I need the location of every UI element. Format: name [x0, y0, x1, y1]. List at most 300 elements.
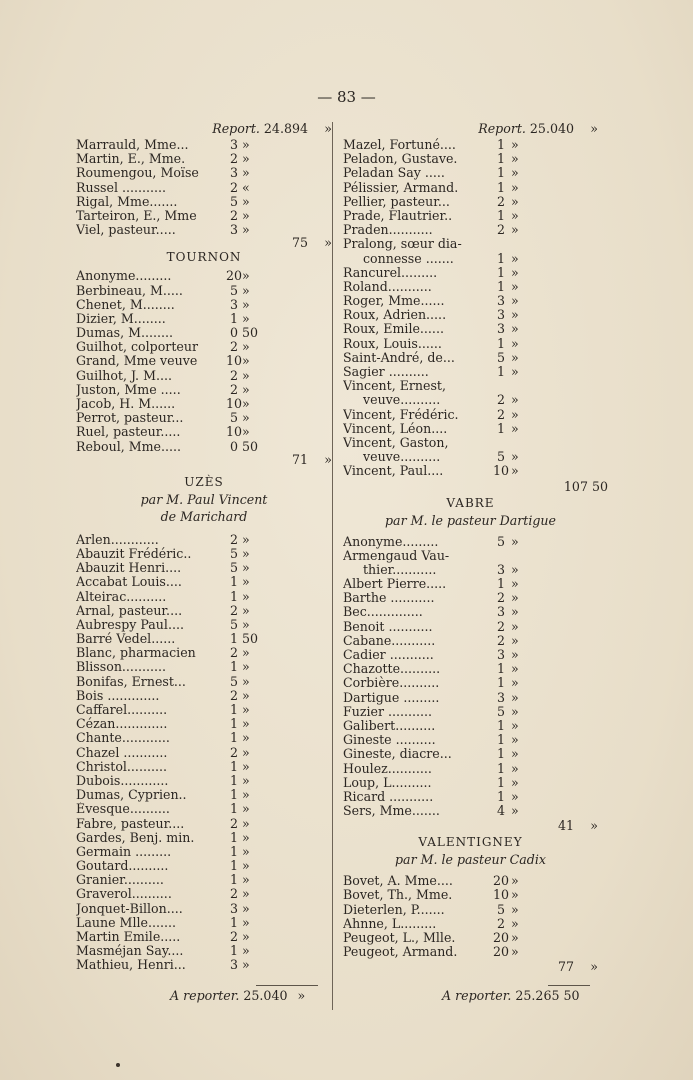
list-item	[76, 703, 332, 717]
list-item	[76, 675, 332, 689]
amount-centimes: »	[242, 645, 250, 661]
amount-centimes: »	[511, 717, 519, 733]
amount-francs: 3	[229, 137, 238, 152]
list-item	[343, 719, 598, 733]
list-item	[76, 689, 332, 703]
amount-centimes: »	[511, 873, 519, 889]
amount-centimes: »	[242, 310, 250, 326]
donor-name: Dartigue .........	[343, 690, 440, 705]
list-item	[76, 831, 332, 845]
list-item	[343, 549, 598, 563]
amount-centimes: »	[511, 193, 519, 209]
list-item	[76, 916, 332, 930]
amount-centimes: »	[511, 321, 519, 337]
amount-centimes: »	[242, 296, 250, 312]
amount-francs: 1	[496, 250, 505, 266]
amount-centimes: »	[242, 268, 250, 284]
amount-francs: 1	[229, 730, 238, 746]
amount-centimes: »	[511, 561, 519, 577]
amount-francs: 3	[229, 900, 238, 916]
amount-francs: 3	[496, 689, 505, 705]
donor-name: Sagier ..........	[343, 365, 429, 379]
donor-name: Graverol..........	[76, 887, 172, 902]
subtotal-tail: »	[590, 959, 598, 975]
donor-name: Anonyme.........	[343, 534, 439, 549]
amount-francs: 1	[229, 858, 238, 874]
amount-centimes: »	[511, 364, 519, 379]
donor-name: Bonifas, Ernest...	[76, 674, 186, 689]
amount-francs: 2	[496, 590, 505, 606]
amount-francs: 3	[229, 957, 238, 973]
amount-centimes: »	[511, 533, 519, 549]
amount-centimes: »	[511, 264, 519, 280]
list-item	[76, 887, 332, 901]
amount-francs: 1	[229, 829, 238, 845]
list-item	[343, 648, 598, 662]
list-item	[343, 436, 598, 450]
list-item	[76, 284, 332, 298]
amount-centimes: »	[511, 703, 519, 719]
donor-name: Ahnne, L.........	[343, 916, 437, 931]
list-item	[343, 733, 598, 747]
donor-name: Christol..........	[76, 759, 167, 774]
amount-francs: 2	[229, 645, 238, 661]
amount-centimes: »	[242, 687, 250, 703]
list-item	[343, 917, 598, 931]
donor-name: Peladan Say .....	[343, 166, 445, 181]
list-item	[76, 575, 332, 589]
amount-centimes: »	[242, 787, 250, 803]
amount-centimes: »	[511, 661, 519, 677]
amount-francs: 5	[229, 560, 238, 576]
list-item	[343, 903, 598, 917]
donor-name: Dumas, M........	[76, 326, 174, 341]
amount-francs: 1	[229, 659, 238, 675]
amount-centimes: 50	[242, 325, 259, 341]
amount-centimes: »	[511, 675, 519, 691]
amount-centimes: »	[511, 774, 519, 790]
amount-centimes: »	[242, 193, 250, 209]
amount-centimes: 50	[242, 631, 259, 647]
list-item	[76, 632, 332, 646]
amount-centimes: »	[242, 929, 250, 944]
donor-name: Praden...........	[343, 223, 433, 238]
list-item	[343, 888, 598, 902]
left-group-rows	[76, 138, 332, 237]
report-tail: »	[324, 121, 332, 136]
donor-name: Vincent, Gaston,	[343, 435, 449, 450]
amount-francs: 1	[229, 943, 238, 959]
list-item	[343, 874, 598, 888]
list-item	[343, 790, 598, 804]
amount-centimes: »	[242, 702, 250, 717]
list-item	[343, 662, 598, 676]
amount-francs: 1	[229, 588, 238, 604]
amount-centimes: »	[511, 151, 519, 167]
donor-name: Guilhot, colporteur	[76, 340, 198, 355]
report-amount: 24.894	[263, 121, 308, 136]
right-group-total	[343, 479, 608, 496]
donor-name: Alteirac..........	[76, 589, 167, 604]
list-item	[343, 747, 598, 761]
donor-name: Arnal, pasteur....	[76, 603, 183, 618]
amount-francs: 2	[229, 687, 238, 703]
subtotal-amount: 107 50	[563, 478, 608, 494]
list-item	[343, 762, 598, 776]
donor-name: Pellier, pasteur...	[343, 194, 450, 209]
amount-francs: 2	[496, 618, 505, 634]
list-item	[343, 393, 598, 407]
amount-francs: 1	[496, 760, 505, 776]
donor-name: Mazel, Fortuné....	[343, 138, 456, 152]
amount-centimes: »	[511, 576, 519, 592]
amount-centimes: »	[511, 392, 519, 408]
donor-name: Marrauld, Mme...	[76, 138, 189, 152]
carry-amount: 25.265 50	[515, 988, 580, 1003]
valentigney-total	[343, 959, 598, 976]
donor-name: Fuzier ...........	[343, 704, 433, 719]
amount-centimes: »	[511, 618, 519, 634]
amount-centimes: »	[242, 673, 250, 689]
list-item	[343, 605, 598, 619]
amount-francs: 2	[229, 744, 238, 760]
donor-name: Dieterlen, P.......	[343, 902, 445, 917]
left-group-total	[76, 235, 332, 252]
amount-francs: 1	[229, 787, 238, 803]
amount-centimes: »	[511, 335, 519, 351]
amount-centimes: »	[242, 957, 250, 973]
list-item	[343, 450, 598, 464]
list-item	[76, 646, 332, 660]
uzes-byline-2: de Marichard	[160, 508, 248, 524]
donor-name: Blisson...........	[76, 660, 166, 675]
amount-francs: 1	[229, 801, 238, 817]
list-item	[343, 138, 598, 152]
amount-centimes: »	[511, 915, 519, 931]
subtotal-tail: »	[324, 451, 332, 467]
list-item	[76, 717, 332, 731]
list-item	[343, 931, 598, 945]
amount-francs: 1	[496, 717, 505, 733]
amount-centimes: »	[511, 604, 519, 620]
amount-francs: 1	[496, 788, 505, 804]
amount-centimes: »	[242, 943, 250, 959]
amount-francs: 1	[496, 264, 505, 280]
list-item	[343, 365, 598, 379]
list-item	[76, 746, 332, 760]
amount-centimes: »	[242, 801, 250, 817]
amount-francs: 1	[229, 758, 238, 774]
donor-name: Dizier, M........	[76, 311, 166, 326]
amount-centimes: »	[511, 930, 519, 945]
amount-francs: 2	[229, 602, 238, 618]
section-title-uzes: UZÈS	[184, 474, 224, 489]
amount-centimes: »	[511, 165, 519, 181]
donor-name: Chenet, M........	[76, 297, 175, 312]
list-item	[76, 340, 332, 354]
donor-name: Galibert..........	[343, 718, 436, 733]
amount-francs: 10	[226, 396, 243, 411]
donor-name: Pélissier, Armand.	[343, 180, 459, 195]
donor-name: Chazel ...........	[76, 745, 168, 760]
donor-name: Martin Emile.....	[76, 930, 181, 944]
amount-centimes: »	[242, 758, 250, 774]
list-item	[76, 944, 332, 958]
amount-francs: 3	[496, 293, 505, 309]
amount-centimes: »	[242, 424, 250, 440]
page-number: — 83 —	[317, 88, 376, 106]
list-item	[343, 634, 598, 648]
amount-centimes: »	[511, 420, 519, 436]
donor-name: Albert Pierre.....	[343, 577, 447, 592]
subtotal-tail: »	[590, 818, 598, 834]
right-carry-rule	[548, 985, 590, 986]
amount-centimes: »	[511, 463, 519, 479]
donor-name: veuve..........	[363, 450, 441, 465]
amount-francs: 2	[229, 815, 238, 831]
donor-name: Germain .........	[76, 844, 172, 859]
amount-francs: 1	[496, 278, 505, 294]
ink-speck	[116, 1063, 120, 1067]
left-carry-line	[170, 988, 305, 1003]
amount-centimes: »	[511, 406, 519, 422]
amount-francs: 20	[226, 268, 243, 284]
donor-name: Chazotte..........	[343, 662, 441, 677]
column-divider	[332, 122, 333, 1010]
amount-centimes: »	[242, 659, 250, 675]
amount-francs: 1	[496, 207, 505, 223]
donor-name: Bovet, A. Mme....	[343, 874, 453, 889]
amount-francs: 2	[229, 339, 238, 355]
list-item	[76, 958, 332, 972]
amount-francs: 1	[229, 843, 238, 859]
donor-name: Roux, Adrien.....	[343, 308, 447, 323]
list-item	[76, 561, 332, 575]
donor-name: Fabre, pasteur....	[76, 816, 185, 831]
amount-francs: 5	[496, 901, 505, 917]
amount-centimes: »	[242, 872, 250, 888]
donor-name: Abauzit Henri....	[76, 561, 182, 576]
donor-name: Martin, E., Mme.	[76, 152, 186, 167]
amount-centimes: »	[242, 339, 250, 355]
vabre-byline: par M. le pasteur Dartigue	[385, 512, 556, 528]
donor-name: Cabane...........	[343, 633, 436, 648]
valentigney-byline: par M. le pasteur Cadix	[395, 852, 546, 868]
donor-name: Corbière..........	[343, 676, 440, 691]
amount-francs: 2	[229, 207, 238, 223]
amount-francs: 3	[496, 647, 505, 662]
list-item	[343, 337, 598, 351]
amount-francs: 1	[496, 420, 505, 436]
list-item	[76, 618, 332, 632]
amount-centimes: »	[242, 531, 250, 547]
amount-centimes: »	[511, 349, 519, 365]
donor-name: Barthe ...........	[343, 591, 435, 606]
list-item	[76, 660, 332, 674]
donor-name: Loup, L..........	[343, 775, 432, 790]
list-item	[76, 369, 332, 383]
amount-francs: 1	[229, 872, 238, 888]
list-item	[343, 308, 598, 322]
list-item	[343, 945, 598, 959]
donor-name: Saint-André, de...	[343, 350, 455, 365]
amount-francs: 5	[229, 545, 238, 561]
subtotal-amount: 41	[557, 818, 574, 834]
donor-name: Granier..........	[76, 873, 164, 888]
donor-name: Vincent, Frédéric.	[343, 407, 459, 422]
amount-francs: 20	[493, 873, 510, 889]
amount-centimes: »	[242, 222, 250, 238]
section-title-vabre: VABRE	[446, 495, 495, 510]
amount-francs: 5	[496, 349, 505, 365]
amount-francs: 1	[496, 165, 505, 181]
list-item	[343, 294, 598, 308]
amount-centimes: »	[511, 207, 519, 223]
amount-centimes: »	[511, 944, 519, 960]
amount-centimes: »	[242, 545, 250, 561]
amount-francs: 1	[229, 310, 238, 326]
amount-francs: 2	[496, 406, 505, 422]
donor-name: veuve..........	[363, 393, 441, 408]
subtotal-amount: 71	[291, 451, 308, 467]
list-item	[76, 547, 332, 561]
donor-name: connesse .......	[363, 251, 454, 266]
list-item	[76, 802, 332, 816]
donor-name: Vincent, Paul....	[343, 464, 444, 479]
amount-centimes: »	[511, 222, 519, 238]
amount-francs: 5	[496, 533, 505, 549]
amount-francs: 1	[496, 675, 505, 691]
list-item	[76, 152, 332, 166]
amount-francs: 5	[229, 616, 238, 632]
list-item	[76, 590, 332, 604]
list-item	[76, 845, 332, 859]
donor-name: Abauzit Frédéric..	[76, 546, 192, 561]
amount-francs: 2	[229, 179, 238, 195]
list-item	[76, 859, 332, 873]
amount-centimes: »	[242, 588, 250, 604]
list-item	[343, 280, 598, 294]
amount-francs: 5	[496, 703, 505, 719]
amount-francs: 2	[229, 531, 238, 547]
donor-name: Roger, Mme......	[343, 294, 445, 309]
list-item	[343, 577, 598, 591]
donor-name: Cézan.............	[76, 717, 168, 732]
list-item	[343, 408, 598, 422]
valentigney-rows	[343, 874, 598, 959]
left-carry-rule	[256, 985, 318, 986]
amount-centimes: »	[511, 179, 519, 195]
donor-name: Chante............	[76, 731, 170, 746]
amount-francs: 3	[496, 307, 505, 323]
amount-francs: 1	[229, 716, 238, 732]
amount-centimes: »	[242, 815, 250, 831]
amount-centimes: »	[511, 632, 519, 648]
right-group-rows	[343, 138, 598, 479]
list-item	[343, 535, 598, 549]
amount-francs: 2	[496, 632, 505, 648]
amount-francs: 5	[229, 410, 238, 426]
amount-centimes: »	[511, 307, 519, 323]
report-tail: »	[590, 121, 598, 136]
donor-name: Armengaud Vau-	[343, 548, 450, 563]
donor-name: Vincent, Ernest,	[343, 379, 447, 394]
donor-name: Viel, pasteur.....	[76, 223, 176, 238]
list-item	[76, 533, 332, 547]
amount-centimes: »	[242, 396, 250, 411]
amount-francs: 3	[229, 165, 238, 181]
donor-name: Arlen............	[76, 532, 159, 547]
amount-francs: 1	[496, 151, 505, 167]
amount-centimes: »	[242, 207, 250, 223]
amount-francs: 2	[229, 367, 238, 383]
amount-francs: 10	[493, 887, 510, 903]
amount-centimes: »	[242, 574, 250, 590]
amount-francs: 1	[229, 772, 238, 788]
list-item	[343, 379, 598, 393]
list-item	[343, 464, 598, 478]
list-item	[76, 774, 332, 788]
amount-francs: 1	[496, 335, 505, 351]
left-column	[76, 121, 332, 973]
amount-francs: 1	[496, 774, 505, 790]
list-item	[76, 817, 332, 831]
donor-name: Dumas, Cyprien..	[76, 788, 187, 803]
list-item	[76, 269, 332, 283]
donor-name: Aubrespy Paul....	[76, 617, 184, 632]
carry-tail: »	[297, 988, 306, 1003]
amount-francs: 5	[229, 673, 238, 689]
donor-name: Peladon, Gustave.	[343, 152, 458, 167]
amount-centimes: »	[511, 803, 519, 819]
donor-name: Laune Mlle.......	[76, 915, 176, 930]
amount-francs: 2	[229, 151, 238, 167]
tournon-total	[76, 452, 332, 469]
amount-centimes: »	[511, 590, 519, 606]
amount-centimes: »	[511, 293, 519, 309]
amount-francs: 20	[493, 930, 510, 945]
amount-centimes: »	[511, 760, 519, 776]
uzes-rows	[76, 533, 332, 973]
donor-name: Peugeot, Armand.	[343, 945, 458, 960]
amount-francs: 1	[496, 576, 505, 592]
donor-name: Accabat Louis....	[76, 575, 182, 590]
amount-francs: 10	[226, 353, 243, 369]
section-title-tournon: TOURNON	[166, 250, 242, 265]
tournon-rows	[76, 269, 332, 453]
list-item	[76, 209, 332, 223]
list-item	[343, 237, 598, 251]
list-item	[343, 351, 598, 365]
donor-name: Roux, Emile......	[343, 322, 444, 337]
amount-francs: 3	[229, 296, 238, 312]
amount-francs: 2	[229, 886, 238, 902]
donor-name: Guilhot, J. M....	[76, 368, 172, 383]
amount-francs: 5	[229, 193, 238, 209]
amount-centimes: »	[242, 602, 250, 618]
amount-francs: 3	[229, 222, 238, 238]
list-item	[343, 252, 598, 266]
report-label: Report.	[212, 121, 260, 136]
report-amount: 25.040	[529, 121, 574, 136]
list-item	[76, 930, 332, 944]
donor-name: Goutard..........	[76, 859, 169, 874]
amount-centimes: »	[511, 278, 519, 294]
donor-name: Bec..............	[343, 605, 423, 620]
right-column	[343, 121, 608, 976]
carry-label: A reporter.	[170, 988, 240, 1003]
amount-centimes: »	[242, 772, 250, 788]
